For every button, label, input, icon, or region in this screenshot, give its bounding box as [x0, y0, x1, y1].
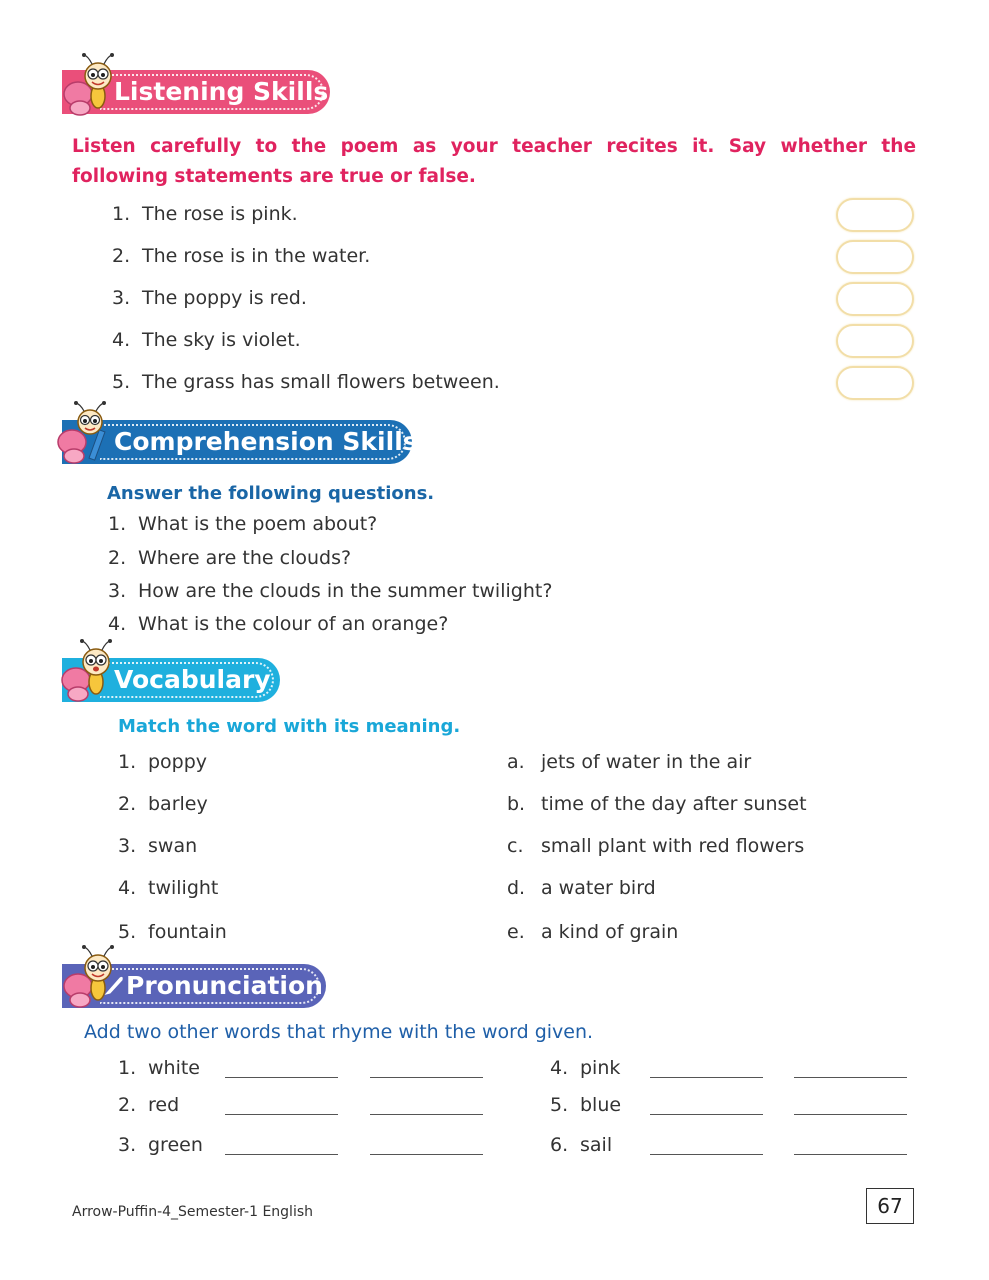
vocab-meaning: c. small plant with red flowers — [507, 835, 805, 857]
rhyme-answer-blank[interactable] — [650, 1114, 763, 1115]
rhyme-word: 6. sail — [550, 1134, 613, 1156]
question-item: 3. How are the clouds in the summer twilight? — [108, 580, 553, 602]
rhyme-word: 1. white — [118, 1057, 200, 1079]
comprehension-skills-title: Comprehension Skills — [114, 427, 418, 456]
rhyme-answer-blank[interactable] — [370, 1114, 483, 1115]
rhyme-answer-blank[interactable] — [794, 1114, 907, 1115]
listening-instruction: Listen carefully to the poem as your teacher recites it. Say whether the following statements are true or false. — [72, 136, 916, 187]
true-false-answer-box[interactable] — [836, 324, 914, 358]
list-item: 4. The sky is violet. — [112, 329, 301, 351]
rhyme-word: 4. pink — [550, 1057, 621, 1079]
list-item: 3. The poppy is red. — [112, 287, 307, 309]
butterfly-mascot-icon — [62, 52, 122, 116]
question-item: 1. What is the poem about? — [108, 513, 378, 535]
true-false-answer-box[interactable] — [836, 366, 914, 400]
true-false-answer-box[interactable] — [836, 198, 914, 232]
rhyme-answer-blank[interactable] — [794, 1077, 907, 1078]
vocab-meaning: d. a water bird — [507, 877, 656, 899]
list-item: 5. The grass has small flowers between. — [112, 371, 500, 393]
vocab-word: 4. twilight — [118, 877, 219, 899]
true-false-answer-box[interactable] — [836, 240, 914, 274]
pronunciation-title: Pronunciation — [126, 971, 323, 1000]
vocab-word: 5. fountain — [118, 921, 227, 943]
rhyme-answer-blank[interactable] — [225, 1077, 338, 1078]
rhyme-word: 2. red — [118, 1094, 180, 1116]
rhyme-answer-blank[interactable] — [650, 1154, 763, 1155]
rhyme-answer-blank[interactable] — [225, 1114, 338, 1115]
rhyme-word: 3. green — [118, 1134, 203, 1156]
vocab-word: 2. barley — [118, 793, 208, 815]
list-item: 1. The rose is pink. — [112, 203, 298, 225]
list-item: 2. The rose is in the water. — [112, 245, 371, 267]
vocabulary-instruction: Match the word with its meaning. — [118, 716, 461, 737]
butterfly-mascot-icon — [56, 400, 116, 464]
vocab-meaning: e. a kind of grain — [507, 921, 679, 943]
vocab-meaning: b. time of the day after sunset — [507, 793, 807, 815]
rhyme-answer-blank[interactable] — [225, 1154, 338, 1155]
true-false-answer-box[interactable] — [836, 282, 914, 316]
vocab-word: 1. poppy — [118, 751, 208, 773]
question-item: 4. What is the colour of an orange? — [108, 613, 449, 635]
rhyme-answer-blank[interactable] — [650, 1077, 763, 1078]
question-item: 2. Where are the clouds? — [108, 547, 352, 569]
vocab-meaning: a. jets of water in the air — [507, 751, 752, 773]
rhyme-answer-blank[interactable] — [794, 1154, 907, 1155]
page-number: 67 — [866, 1188, 914, 1224]
quill-icon — [104, 974, 124, 996]
rhyme-answer-blank[interactable] — [370, 1077, 483, 1078]
comprehension-instruction: Answer the following questions. — [107, 483, 435, 504]
pronunciation-instruction: Add two other words that rhyme with the word given. — [84, 1021, 594, 1043]
rhyme-word: 5. blue — [550, 1094, 622, 1116]
butterfly-mascot-icon — [60, 638, 120, 702]
vocab-word: 3. swan — [118, 835, 198, 857]
footer-text: Arrow-Puffin-4_Semester-1 English — [72, 1204, 314, 1220]
listening-skills-title: Listening Skills — [114, 77, 329, 106]
rhyme-answer-blank[interactable] — [370, 1154, 483, 1155]
vocabulary-title: Vocabulary — [114, 665, 271, 694]
